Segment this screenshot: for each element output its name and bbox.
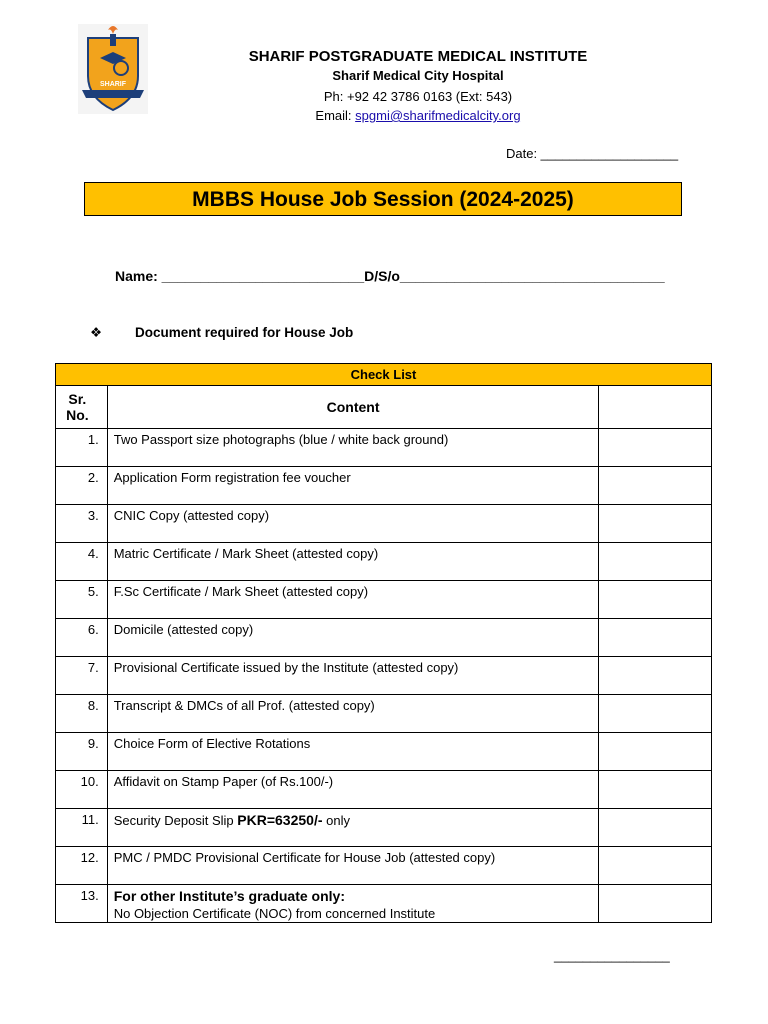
diamond-bullet-icon: ❖ bbox=[90, 325, 103, 340]
row-content: CNIC Copy (attested copy) bbox=[107, 505, 599, 543]
table-row bbox=[56, 581, 712, 619]
row-checkbox-cell[interactable] bbox=[599, 885, 712, 923]
document-required-heading bbox=[90, 325, 353, 341]
hospital-name: Sharif Medical City Hospital bbox=[332, 68, 504, 83]
row-content-pre: Security Deposit Slip bbox=[113, 813, 238, 828]
row-content-bold: For other Institute’s graduate only: bbox=[113, 888, 345, 904]
row-content: PMC / PMDC Provisional Certificate for House Job (attested copy) bbox=[107, 847, 599, 885]
document-required-text: Document required for House Job bbox=[135, 325, 354, 340]
row-number: 1. bbox=[56, 429, 108, 467]
row-content: Affidavit on Stamp Paper (of Rs.100/-) bbox=[107, 771, 599, 809]
email-link[interactable]: spgmi@sharifmedicalcity.org bbox=[355, 108, 521, 123]
row-checkbox-cell[interactable] bbox=[599, 619, 712, 657]
row-number: 11. bbox=[56, 809, 108, 847]
checklist-table bbox=[55, 363, 712, 923]
table-row bbox=[56, 695, 712, 733]
row-number: 10. bbox=[56, 771, 108, 809]
row-checkbox-cell[interactable] bbox=[599, 505, 712, 543]
signature-line: ________________ bbox=[554, 948, 670, 963]
email-label: Email: bbox=[315, 108, 356, 123]
table-row bbox=[56, 657, 712, 695]
table-row bbox=[56, 429, 712, 467]
row-content: Domicile (attested copy) bbox=[107, 619, 599, 657]
table-row bbox=[56, 733, 712, 771]
row-number: 3. bbox=[56, 505, 108, 543]
row-checkbox-cell[interactable] bbox=[599, 771, 712, 809]
table-row bbox=[56, 505, 712, 543]
col-sr-header: Sr. No. bbox=[56, 386, 108, 429]
row-content bbox=[107, 809, 599, 847]
row-checkbox-cell[interactable] bbox=[599, 657, 712, 695]
row-number: 4. bbox=[56, 543, 108, 581]
row-checkbox-cell[interactable] bbox=[599, 733, 712, 771]
row-number: 5. bbox=[56, 581, 108, 619]
row-checkbox-cell[interactable] bbox=[599, 543, 712, 581]
table-row bbox=[56, 809, 712, 847]
date-field: Date: ___________________ bbox=[506, 146, 679, 161]
row-number: 9. bbox=[56, 733, 108, 771]
row-checkbox-cell[interactable] bbox=[599, 695, 712, 733]
row-content-line2: No Objection Certificate (NOC) from concerned Institute bbox=[113, 906, 436, 921]
row-checkbox-cell[interactable] bbox=[599, 467, 712, 505]
table-row bbox=[56, 771, 712, 809]
row-content: Matric Certificate / Mark Sheet (attested copy) bbox=[107, 543, 599, 581]
row-content: Two Passport size photographs (blue / white back ground) bbox=[107, 429, 599, 467]
institute-name: SHARIF POSTGRADUATE MEDICAL INSTITUTE bbox=[248, 48, 588, 65]
row-number: 13. bbox=[56, 885, 108, 923]
name-line: Name: __________________________D/S/o__________________________________ bbox=[115, 268, 665, 284]
row-checkbox-cell[interactable] bbox=[599, 847, 712, 885]
row-content bbox=[107, 885, 599, 923]
row-content-post: only bbox=[322, 813, 350, 828]
email-line bbox=[200, 108, 636, 123]
row-content-amount: PKR=63250/- bbox=[237, 812, 323, 828]
col-check-header bbox=[599, 386, 712, 429]
phone-number: Ph: +92 42 3786 0163 (Ext: 543) bbox=[323, 89, 513, 104]
row-checkbox-cell[interactable] bbox=[599, 429, 712, 467]
table-row bbox=[56, 619, 712, 657]
row-content: Transcript & DMCs of all Prof. (attested copy) bbox=[107, 695, 599, 733]
row-checkbox-cell[interactable] bbox=[599, 809, 712, 847]
row-content: F.Sc Certificate / Mark Sheet (attested copy) bbox=[107, 581, 599, 619]
row-content: Provisional Certificate issued by the Institute (attested copy) bbox=[107, 657, 599, 695]
col-content-header: Content bbox=[107, 386, 599, 429]
row-number: 12. bbox=[56, 847, 108, 885]
logo-text: SHARIF bbox=[99, 81, 127, 88]
table-row bbox=[56, 885, 712, 923]
page-title: MBBS House Job Session (2024-2025) bbox=[84, 182, 682, 216]
row-content: Choice Form of Elective Rotations bbox=[107, 733, 599, 771]
checklist-caption: Check List bbox=[56, 364, 712, 386]
row-number: 6. bbox=[56, 619, 108, 657]
institute-logo bbox=[78, 24, 148, 114]
table-row bbox=[56, 467, 712, 505]
row-checkbox-cell[interactable] bbox=[599, 581, 712, 619]
row-number: 7. bbox=[56, 657, 108, 695]
row-number: 2. bbox=[56, 467, 108, 505]
table-row bbox=[56, 847, 712, 885]
table-row bbox=[56, 543, 712, 581]
row-number: 8. bbox=[56, 695, 108, 733]
row-content: Application Form registration fee voucher bbox=[107, 467, 599, 505]
